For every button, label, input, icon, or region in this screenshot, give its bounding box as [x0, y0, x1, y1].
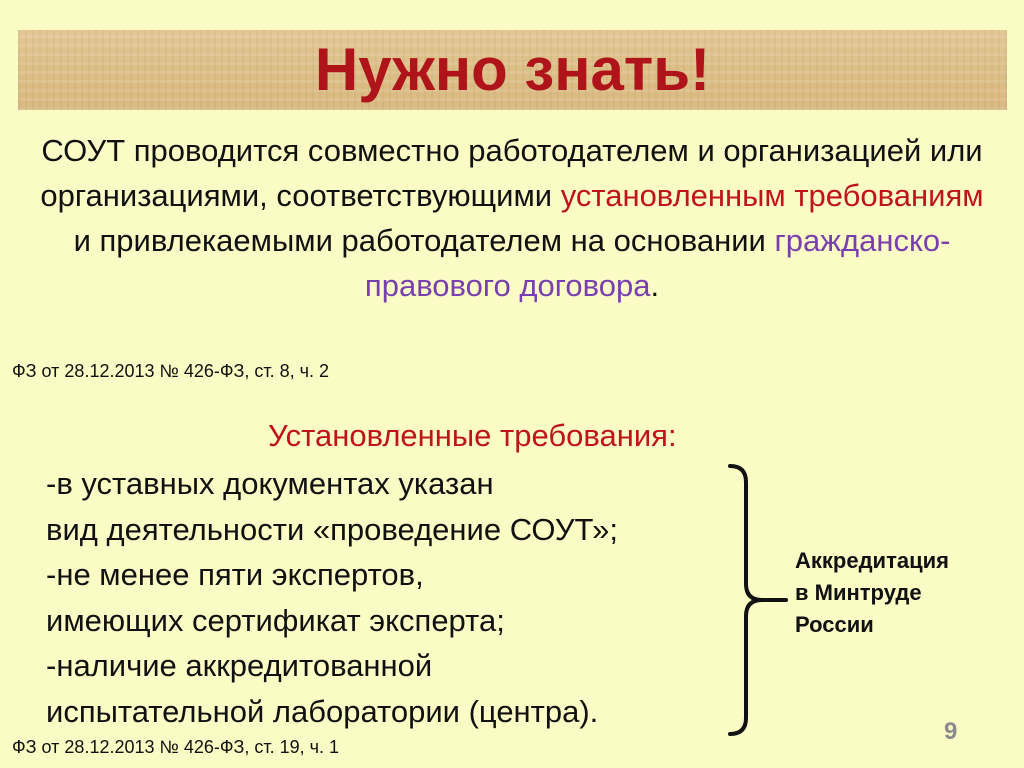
intro-text-2: и привлекаемыми работодателем на основании — [73, 223, 775, 258]
curly-bracket-icon — [728, 460, 788, 740]
requirement-line: имеющих сертификат эксперта; — [46, 602, 505, 638]
accreditation-line: России — [795, 612, 874, 637]
slide-title: Нужно знать! — [314, 36, 711, 103]
intro-text-3: . — [650, 268, 660, 303]
requirement-line: -наличие аккредитованной — [46, 648, 433, 683]
law-reference-1: ФЗ от 28.12.2013 № 426-ФЗ, ст. 8, ч. 2 — [12, 361, 330, 381]
law-reference-2: ФЗ от 28.12.2013 № 426-ФЗ, ст. 19, ч. 1 — [12, 737, 340, 757]
requirements-heading: Установленные требования: — [268, 418, 677, 453]
accreditation-line: в Минтруде — [795, 580, 922, 605]
intro-highlight-contract: гражданско-правового договора — [364, 223, 951, 303]
requirement-line: -в уставных документах указан — [46, 466, 494, 501]
title-banner — [18, 30, 1007, 110]
page-number: 9 — [944, 718, 958, 745]
requirement-line: -не менее пяти экспертов, — [46, 557, 424, 592]
intro-text-1: СОУТ проводится совместно работодателем и организацией или организациями, соответствующими — [40, 133, 983, 213]
requirement-line: испытательной лаборатории (центра). — [46, 693, 599, 729]
intro-highlight-requirements: установленным требованиям — [560, 178, 984, 213]
requirement-line: вид деятельности «проведение СОУТ»; — [46, 511, 618, 547]
requirements-list — [46, 461, 618, 734]
accreditation-note — [795, 545, 949, 641]
intro-paragraph — [30, 128, 994, 308]
accreditation-line: Аккредитация — [795, 548, 949, 573]
